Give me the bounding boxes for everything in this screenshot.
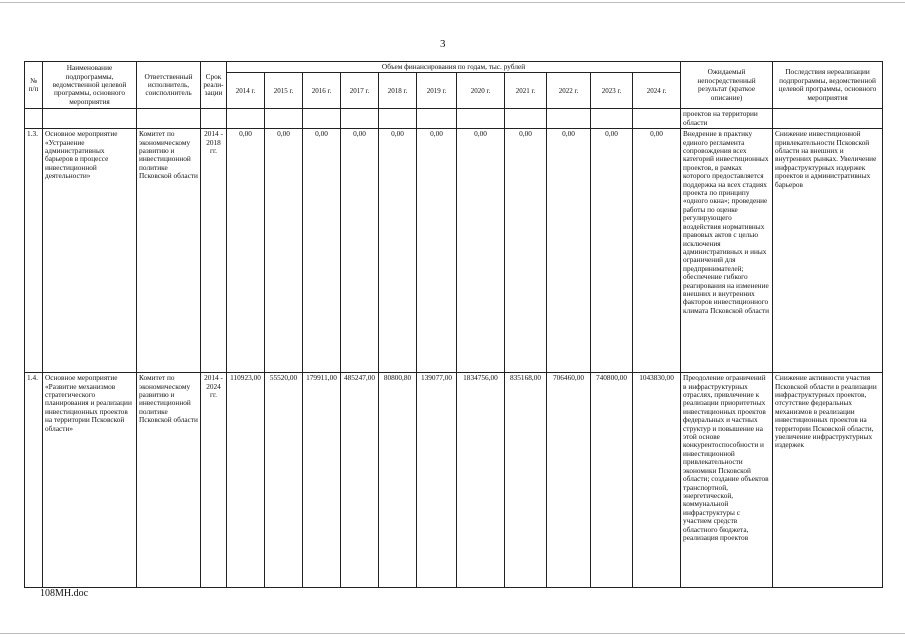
row-value: 485247,00 xyxy=(341,373,379,588)
row-name: Основное мероприятие «Развитие механизмов стратегического планирования и реализации инвестиционных проектов на территории Псковской области» xyxy=(43,373,137,588)
year-header: 2018 г. xyxy=(379,73,417,109)
row-value: 0,00 xyxy=(591,129,633,373)
year-header: 2024 г. xyxy=(633,73,681,109)
year-header: 2023 г. xyxy=(591,73,633,109)
col-header-consequences: Последствия нереализации подпрограммы, ведомственной целевой программы, основного мероприятия xyxy=(773,62,883,109)
row-number: 1.3. xyxy=(25,129,43,373)
row-value: 0,00 xyxy=(547,129,591,373)
page-number: 3 xyxy=(440,38,446,50)
document-filename: 108МН.doc xyxy=(40,588,89,599)
row-term: 2014 - 2018 гг. xyxy=(201,129,227,373)
year-header: 2016 г. xyxy=(303,73,341,109)
row-executor: Комитет по экономическому развитию и инвестиционной политике Псковской области xyxy=(137,129,201,373)
row-value: 179911,00 xyxy=(303,373,341,588)
col-header-expected: Ожидаемый непосредственный результат (краткое описание) xyxy=(681,62,773,109)
row-value: 55520,00 xyxy=(265,373,303,588)
top-scan-edge xyxy=(0,2,905,3)
continuation-text: проектов на территории области xyxy=(681,109,773,129)
row-executor: Комитет по экономическому развитию и инвестиционной политике Псковской области xyxy=(137,373,201,588)
row-consequences: Снижение инвестиционной привлекательности Псковской области на внешних и внутренних рынках. Увеличение инфраструктурных издержек проектов и административных барьеров xyxy=(773,129,883,373)
year-header: 2014 г. xyxy=(227,73,265,109)
continuation-row xyxy=(25,109,883,129)
row-value: 0,00 xyxy=(457,129,505,373)
year-header: 2015 г. xyxy=(265,73,303,109)
row-number: 1.4. xyxy=(25,373,43,588)
table-row xyxy=(25,129,883,373)
row-value: 0,00 xyxy=(227,129,265,373)
year-header: 2017 г. xyxy=(341,73,379,109)
row-value: 835168,00 xyxy=(505,373,547,588)
col-header-financing: Объем финансирования по годам, тыс. рублей xyxy=(227,62,681,73)
col-header-executor: Ответственный исполнитель, соисполнитель xyxy=(137,62,201,109)
year-header: 2022 г. xyxy=(547,73,591,109)
row-consequences: Снижение активности участия Псковской области в реализации инфраструктурных проектов, отсутствие федеральных механизмов в реализации инвестиционных проектов на территории Псковской области, увеличение инфраструктурных издержек xyxy=(773,373,883,588)
table-row xyxy=(25,373,883,588)
row-value: 0,00 xyxy=(505,129,547,373)
header-row-1 xyxy=(25,62,883,73)
row-expected: Внедрение в практику единого регламента сопровождения всех категорий инвестиционных проектов, в рамках которого предоставляется поддержка на всех стадиях проекта по принципу «одного окна»; проведение работы по оценке регулирующего воздействия нормативных правовых актов с целью исключения административных и иных ограничений для предпринимателей; обеспечение гибкого реагирования на изменение внешних и внутренних факторов инвестиционного климата Псковской области xyxy=(681,129,773,373)
row-value: 80800,80 xyxy=(379,373,417,588)
row-value: 110923,00 xyxy=(227,373,265,588)
row-value: 0,00 xyxy=(633,129,681,373)
row-term: 2014 - 2024 гг. xyxy=(201,373,227,588)
row-value: 706460,00 xyxy=(547,373,591,588)
row-value: 0,00 xyxy=(341,129,379,373)
year-header: 2020 г. xyxy=(457,73,505,109)
col-header-num: № п/п xyxy=(25,62,43,109)
bottom-scan-edge xyxy=(0,633,905,634)
year-header: 2021 г. xyxy=(505,73,547,109)
col-header-term: Срок реали- зации xyxy=(201,62,227,109)
financing-table xyxy=(24,61,883,588)
row-value: 139077,00 xyxy=(417,373,457,588)
row-value: 1834756,00 xyxy=(457,373,505,588)
row-value: 0,00 xyxy=(379,129,417,373)
row-expected: Преодоление ограничений в инфраструктурных отраслях, привлечение к реализации приоритетных инвестиционных проектов федеральных и частных структур и повышение на этой основе конкурентоспособности и инвестиционной привлекательности экономики Псковской области; создание объектов транспортной, энергетической, коммунальной инфраструктуры с участием средств областного бюджета, реализация проектов xyxy=(681,373,773,588)
row-value: 1043830,00 xyxy=(633,373,681,588)
row-name: Основное мероприятие «Устранение административных барьеров в процессе инвестиционной деятельности» xyxy=(43,129,137,373)
row-value: 0,00 xyxy=(303,129,341,373)
col-header-name: Наименование подпрограммы, ведомственной целевой программы, основного мероприятия xyxy=(43,62,137,109)
year-header: 2019 г. xyxy=(417,73,457,109)
row-value: 0,00 xyxy=(265,129,303,373)
row-value: 740800,00 xyxy=(591,373,633,588)
row-value: 0,00 xyxy=(417,129,457,373)
